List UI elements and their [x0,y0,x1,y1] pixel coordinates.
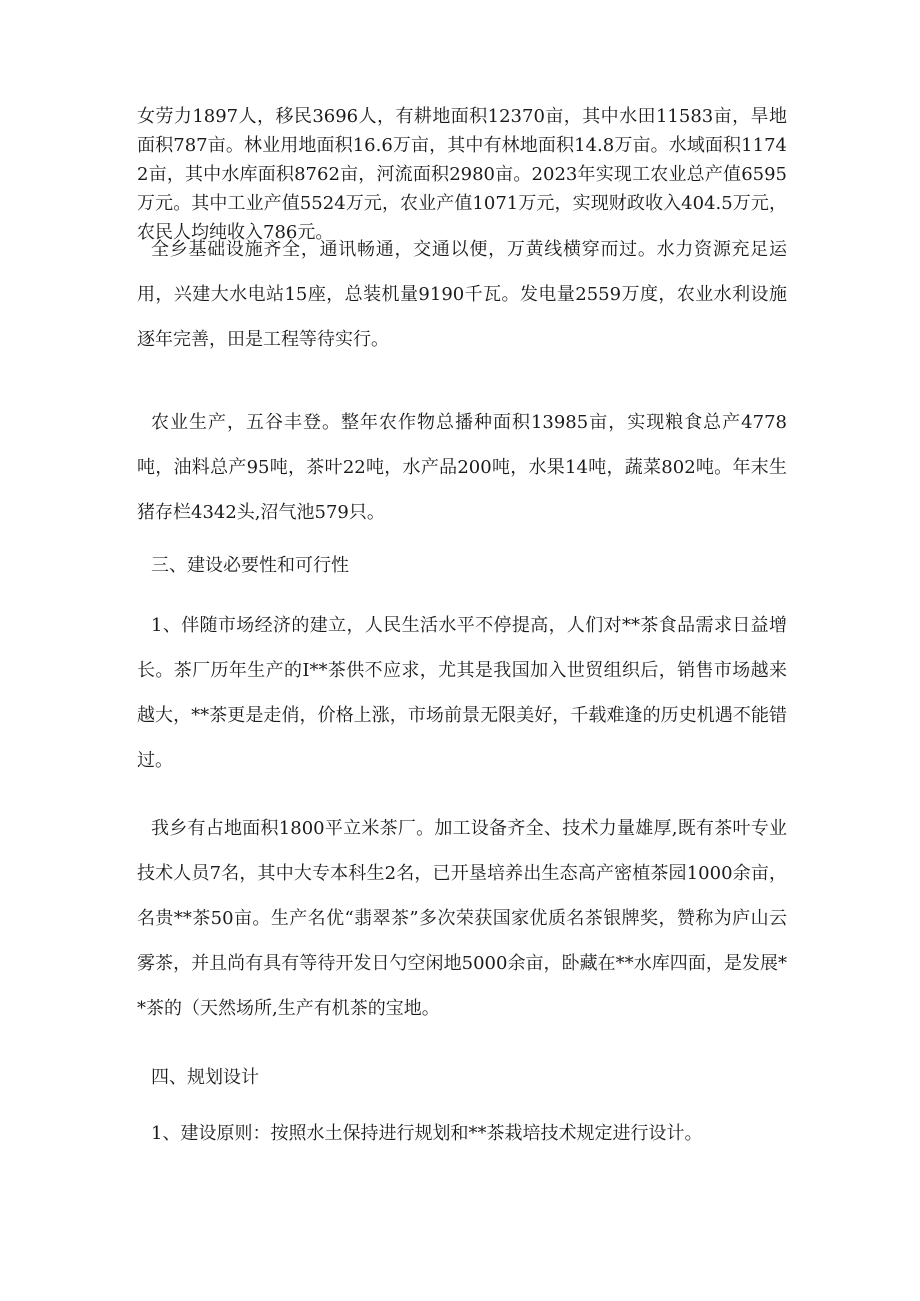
paragraph-agriculture: 农业生产，五谷丰登。整年农作物总播种面积13985亩，实现粮食总产4778吨，油料总产95吨，茶叶22吨，水产品200吨，水果14吨，蔬菜802吨。年末生猪存栏4342头,沼气池579只。 [137,412,787,523]
paragraph-tea-factory: 我乡有占地面积1800平立米茶厂。加工设备齐全、技术力量雄厚,既有茶叶专业技术人员7名，其中大专本科生2名，已开垦培养出生态高产密植茶园1000余亩，名贵**茶50亩。生产名优“翡翠茶”多次荣获国家优质名茶银牌奖，赞称为庐山云雾茶，并且尚有具有等待开发日勺空闲地5000余亩，卧藏在**水库四面，是发展**茶的（天然场所,生产有机茶的宝地。 [137,818,787,1019]
paragraph-population-land: 女劳力1897人，移民3696人，有耕地面积12370亩，其中水田11583亩，旱地面积787亩。林业用地面积16.6万亩，其中有林地面积14.8万亩。水域面积11742亩，其中水库面积8762亩，河流面积2980亩。2023年实现工农业总产值6595万元。其中工业产值5524万元，农业产值1071万元，实现财政收入404.5万元，农民人均纯收入786元。 [137,106,787,243]
section-heading-necessity: 三、建设必要性和可行性 [151,555,349,576]
paragraph-market-demand: 1、伴随市场经济的建立，人民生活水平不停提高，人们对**茶食品需求日益增长。茶厂历年生产的I**茶供不应求，尤其是我国加入世贸组织后，销售市场越来越大，**茶更是走俏，价格上涨，市场前景无限美好，千载难逢的历史机遇不能错过。 [137,615,787,771]
paragraph-infrastructure: 全乡基础设施齐全，通讯畅通，交通以便，万黄线横穿而过。水力资源充足运用，兴建大水电站15座，总装机量9190千瓦。发电量2559万度，农业水利设施逐年完善，田是工程等待实行。 [137,239,787,350]
paragraph-construction-principle: 1、建设原则：按照水土保持进行规划和**茶栽培技术规定进行设计。 [151,1123,703,1144]
section-heading-planning: 四、规划设计 [151,1067,259,1088]
